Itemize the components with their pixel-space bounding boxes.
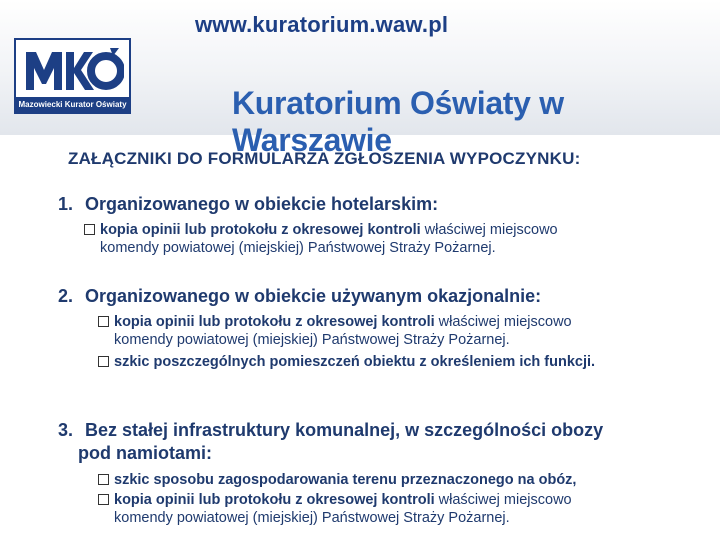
logo-caption: Mazowiecki Kurator Oświaty <box>16 97 129 112</box>
section-number: 3. <box>58 420 74 440</box>
section-2-heading <box>58 286 541 307</box>
list-item <box>98 352 595 372</box>
checkbox-icon <box>98 474 109 485</box>
checkbox-icon <box>98 316 109 327</box>
section-3-heading <box>58 420 603 441</box>
item-bold-text: kopia opinii lub protokołu z okresowej kontroli <box>100 222 421 238</box>
section-number: 2. <box>58 286 74 306</box>
mko-logo-mark <box>22 44 124 96</box>
section-heading-text: Bez stałej infrastruktury komunalnej, w szczególności obozy <box>85 420 604 440</box>
item-text: właściwej miejscowo <box>434 492 572 508</box>
item-continuation: komendy powiatowej (miejskiej) Państwowej Straży Pożarnej. <box>114 510 510 526</box>
checkbox-icon <box>98 356 109 367</box>
document-title: ZAŁĄCZNIKI DO FORMULARZA ZGŁOSZENIA WYPOCZYNKU: <box>68 149 581 168</box>
list-item <box>84 220 558 240</box>
mko-logo <box>14 38 131 114</box>
section-heading-text: Organizowanego w obiekcie używanym okazjonalnie: <box>85 286 542 306</box>
section-number: 1. <box>58 194 74 214</box>
section-heading-text: Organizowanego w obiekcie hotelarskim: <box>85 194 439 214</box>
checkbox-icon <box>84 224 95 235</box>
item-bold-text: szkic poszczególnych pomieszczeń obiektu z określeniem ich funkcji. <box>114 354 596 370</box>
organization-title: Kuratorium Oświaty w Warszawie <box>232 85 564 158</box>
item-continuation: komendy powiatowej (miejskiej) Państwowej Straży Pożarnej. <box>100 240 496 256</box>
list-item <box>98 470 576 490</box>
item-bold-text: kopia opinii lub protokołu z okresowej kontroli <box>114 314 435 330</box>
item-bold-text: kopia opinii lub protokołu z okresowej kontroli <box>114 492 435 508</box>
item-continuation: komendy powiatowej (miejskiej) Państwowej Straży Pożarnej. <box>114 332 510 348</box>
section-1-heading <box>58 194 438 215</box>
section-3-heading-continuation: pod namiotami: <box>78 443 212 463</box>
list-item <box>98 312 572 332</box>
item-text: właściwej miejscowo <box>420 222 558 238</box>
checkbox-icon <box>98 494 109 505</box>
list-item <box>98 490 572 510</box>
item-bold-text: szkic sposobu zagospodarowania terenu przeznaczonego na obóz, <box>114 472 577 488</box>
website-url[interactable]: www.kuratorium.waw.pl <box>195 12 449 37</box>
item-text: właściwej miejscowo <box>434 314 572 330</box>
page-header <box>0 0 720 158</box>
